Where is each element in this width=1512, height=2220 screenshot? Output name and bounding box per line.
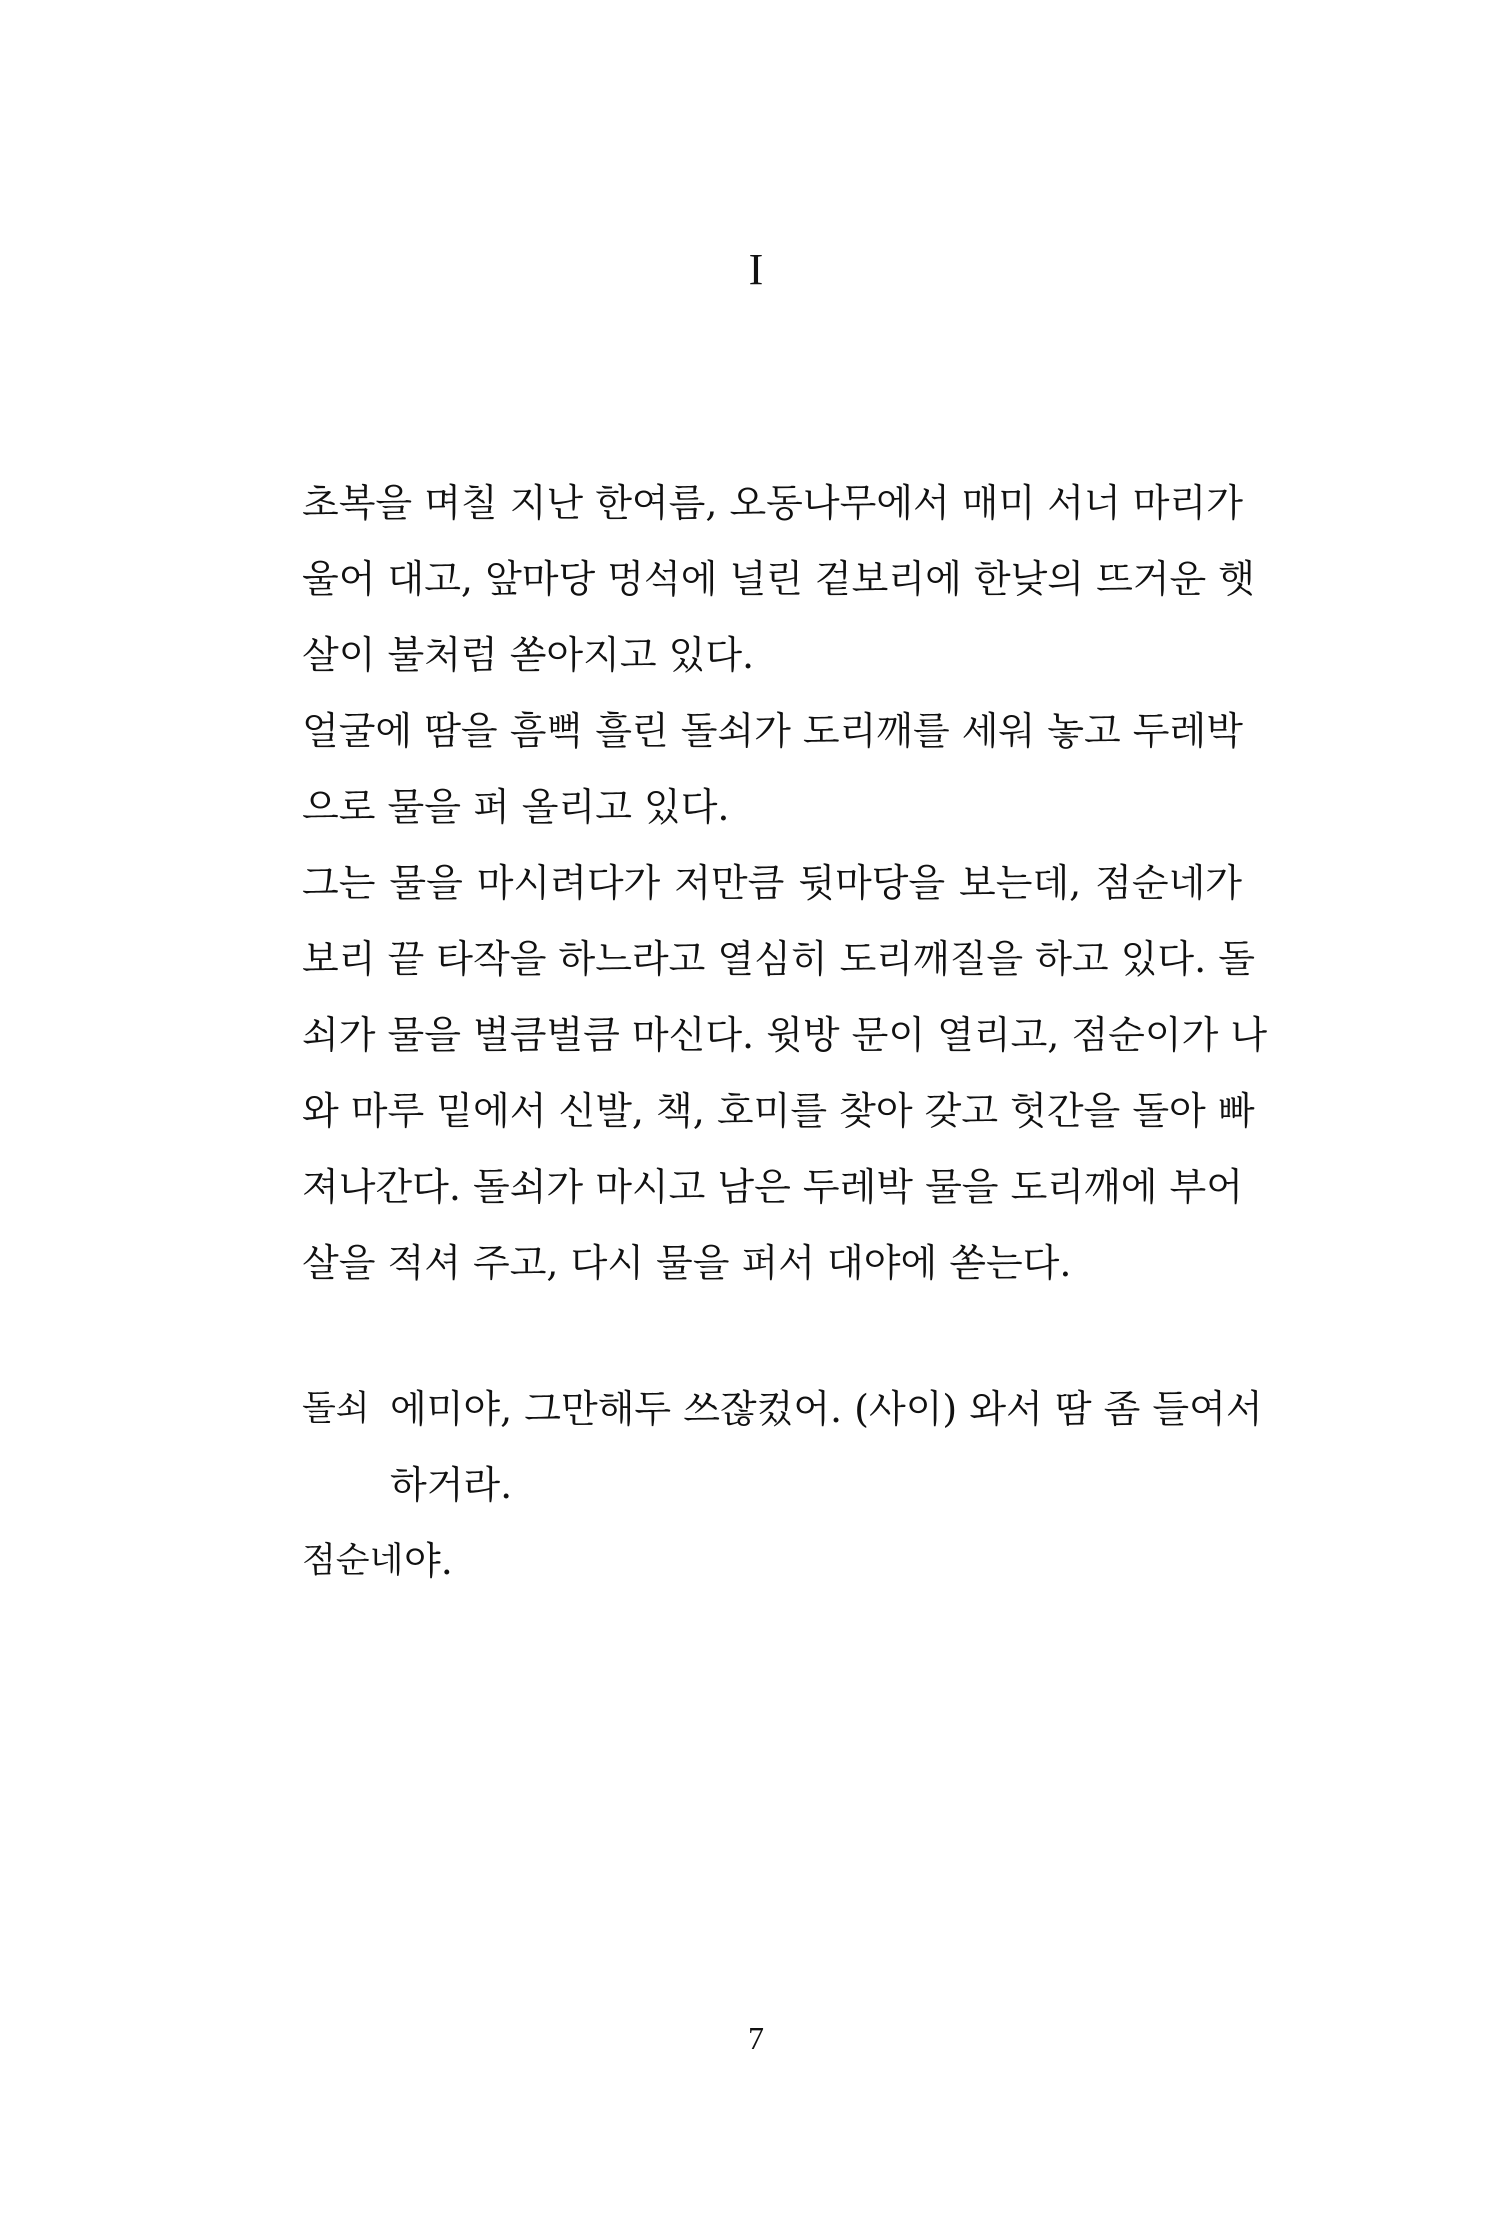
speaker-name: 점순네 bbox=[302, 1541, 404, 1581]
dialogue-block bbox=[302, 1371, 1263, 1523]
dialogue-line: 야. bbox=[404, 1539, 453, 1583]
section-numeral: I bbox=[748, 245, 764, 294]
paragraph-gap bbox=[302, 1301, 1242, 1371]
stage-direction-line: 와 마루 밑에서 신발, 책, 호미를 찾아 갖고 헛간을 돌아 빠 bbox=[302, 1089, 1255, 1133]
dialogue-speech bbox=[404, 1523, 1242, 1599]
stage-direction-line: 쇠가 물을 벌큼벌큼 마신다. 윗방 문이 열리고, 점순이가 나 bbox=[302, 1013, 1268, 1057]
stage-direction-line: 으로 물을 퍼 올리고 있다. bbox=[302, 785, 730, 829]
stage-direction-line: 얼굴에 땀을 흠뻑 흘린 돌쇠가 도리깨를 세워 놓고 두레박 bbox=[302, 709, 1243, 753]
stage-direction bbox=[302, 465, 1268, 1301]
stage-direction-line: 초복을 며칠 지난 한여름, 오동나무에서 매미 서너 마리가 bbox=[302, 481, 1243, 525]
dialogue-block bbox=[302, 1523, 1242, 1599]
stage-direction-line: 보리 끝 타작을 하느라고 열심히 도리깨질을 하고 있다. 돌 bbox=[302, 937, 1255, 981]
speaker-name: 돌쇠 bbox=[302, 1389, 370, 1429]
dialogue-line: 에미야, 그만해두 쓰잖컸어. (사이) 와서 땀 좀 들여서 bbox=[390, 1387, 1263, 1431]
stage-direction-line: 울어 대고, 앞마당 멍석에 널린 겉보리에 한낮의 뜨거운 햇 bbox=[302, 557, 1255, 601]
dialogue-speech bbox=[390, 1371, 1263, 1523]
dialogue-line: 하거라. bbox=[390, 1463, 513, 1507]
script-body bbox=[302, 465, 1268, 1599]
stage-direction-line: 살이 불처럼 쏟아지고 있다. bbox=[302, 633, 755, 677]
stage-direction-line: 그는 물을 마시려다가 저만큼 뒷마당을 보는데, 점순네가 bbox=[302, 861, 1242, 905]
stage-direction-line: 져나간다. 돌쇠가 마시고 남은 두레박 물을 도리깨에 부어 bbox=[302, 1165, 1243, 1209]
stage-direction-line: 살을 적셔 주고, 다시 물을 퍼서 대야에 쏟는다. bbox=[302, 1241, 1072, 1285]
page-number: 7 bbox=[748, 2020, 764, 2056]
